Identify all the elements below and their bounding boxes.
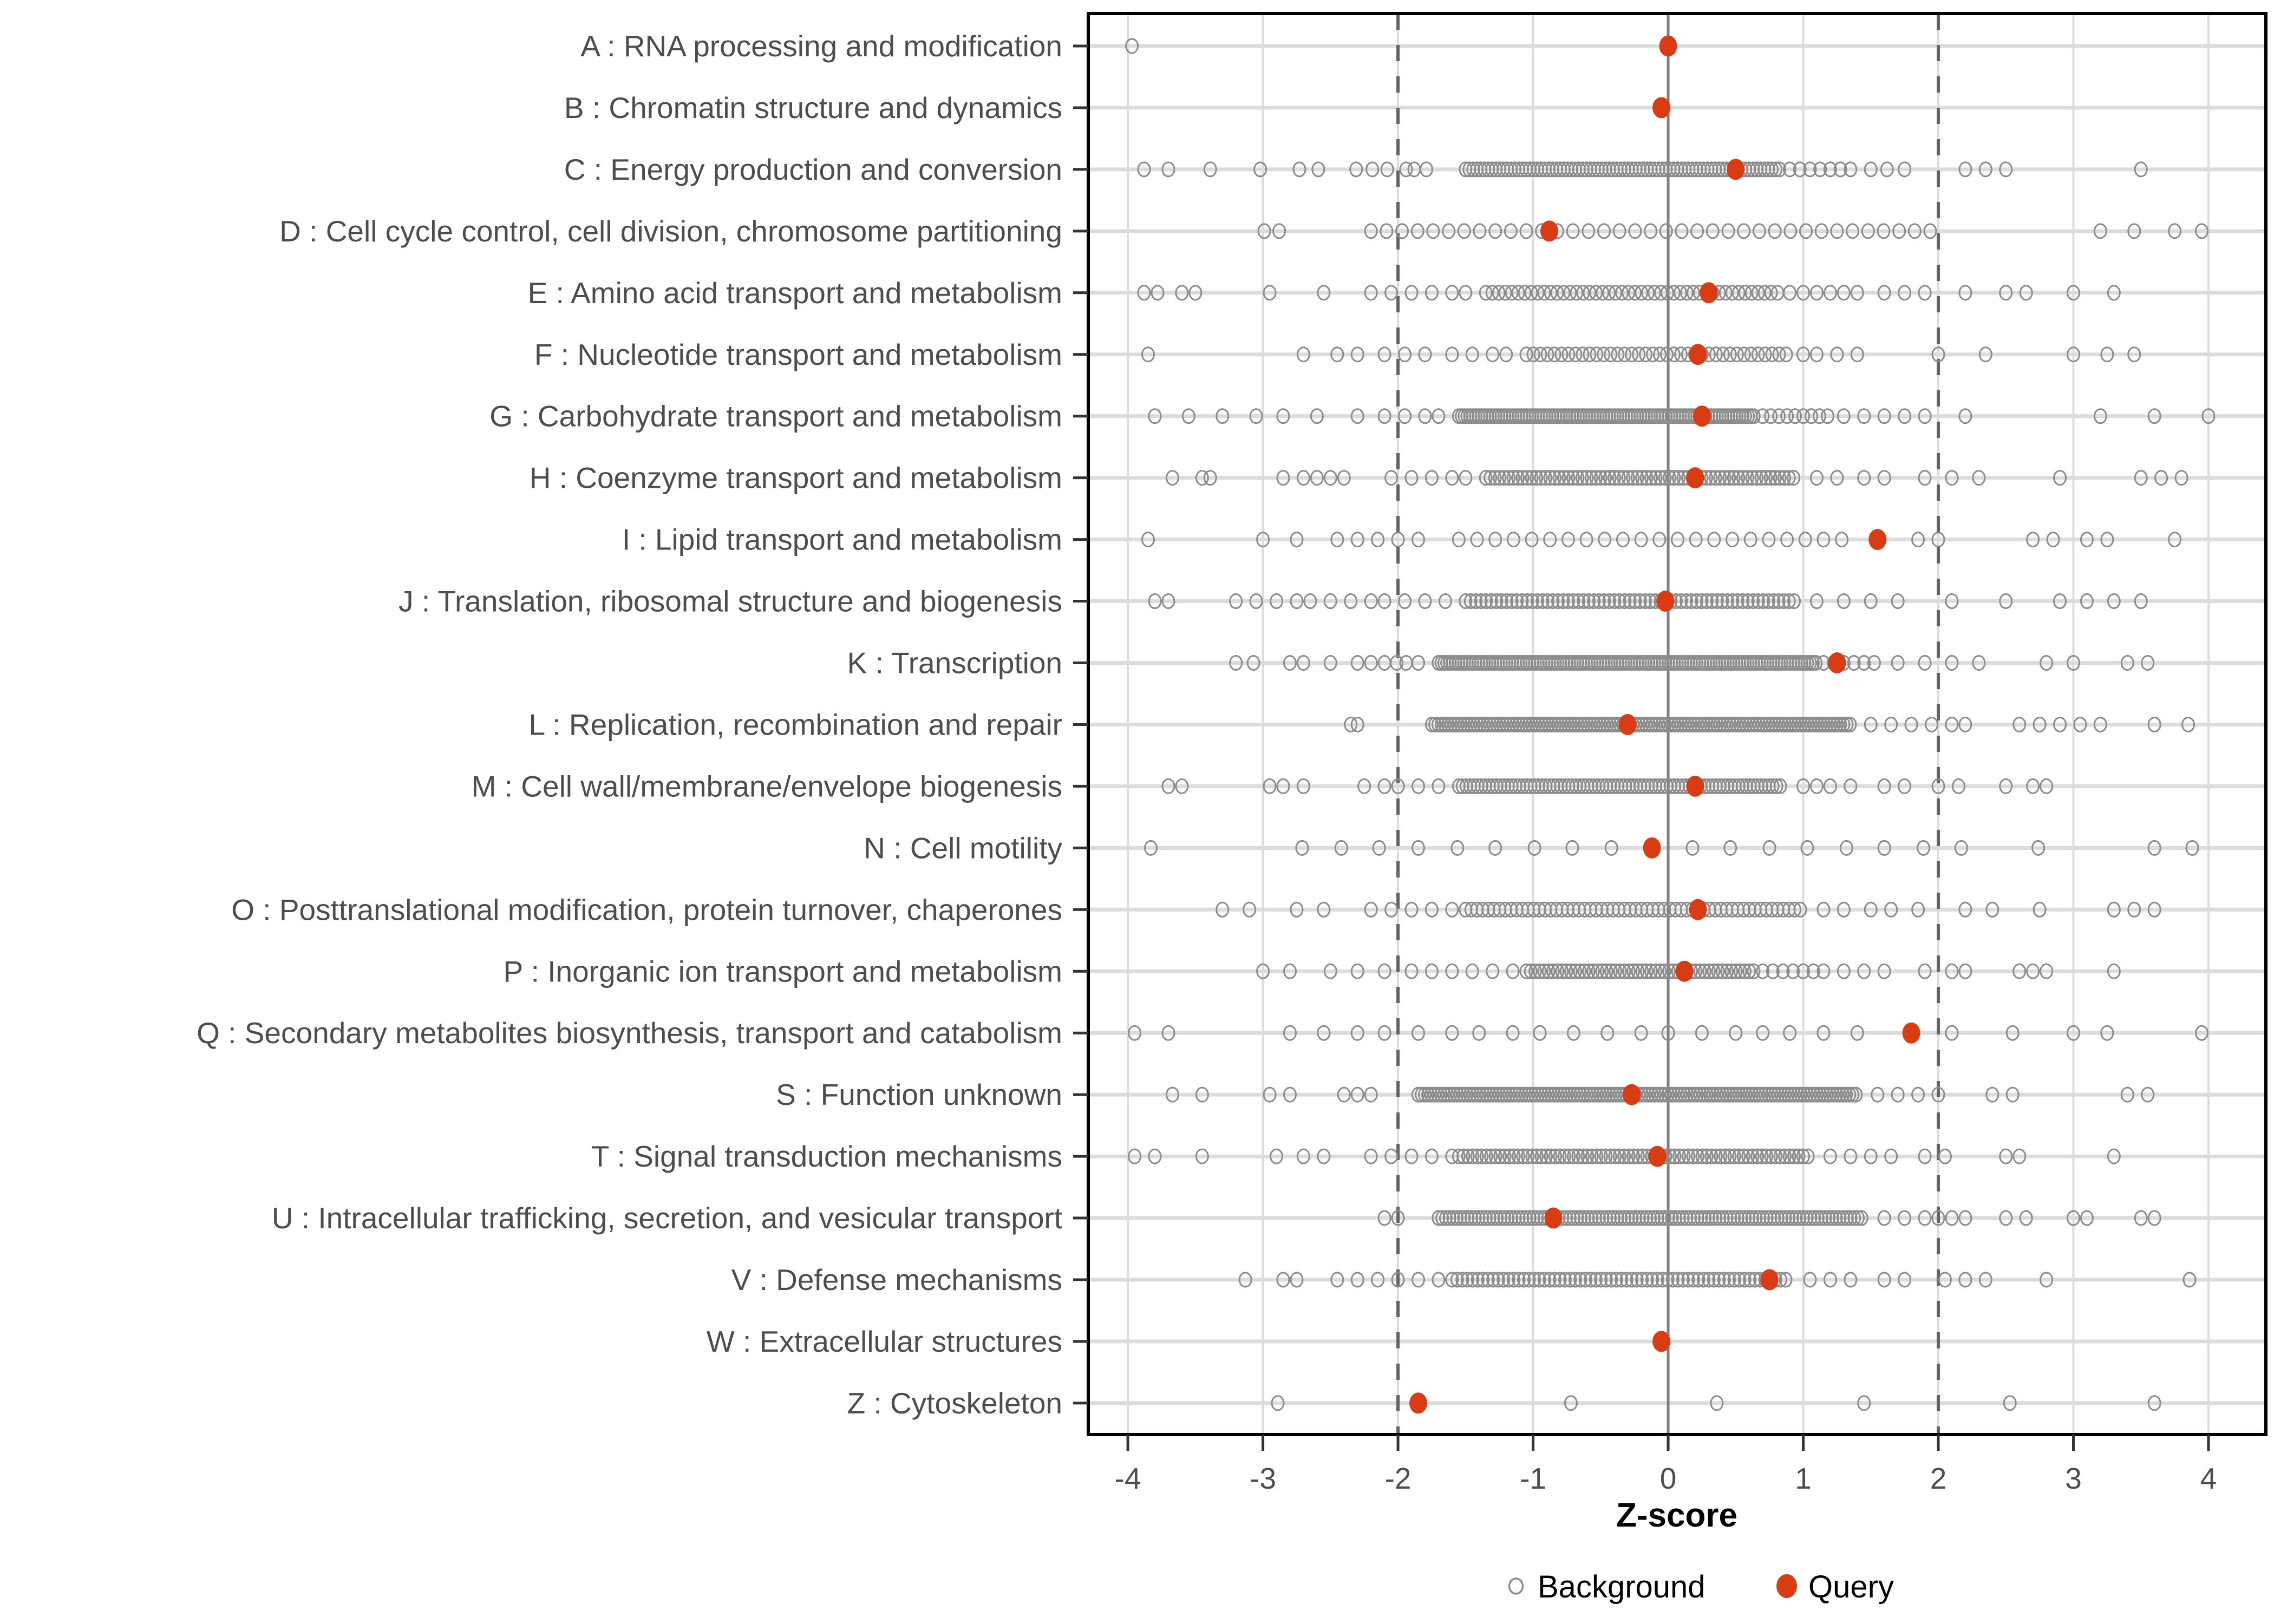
- category-label: O : Posttranslational modification, protein turnover, chaperones: [231, 893, 1062, 927]
- query-point: [1540, 220, 1558, 241]
- query-point: [1761, 1269, 1779, 1291]
- category-label: I : Lipid transport and metabolism: [622, 522, 1062, 556]
- category-label: F : Nucleotide transport and metabolism: [534, 337, 1062, 371]
- category-label: W : Extracellular structures: [706, 1324, 1062, 1358]
- query-point: [1689, 344, 1707, 365]
- category-label: C : Energy production and conversion: [564, 152, 1062, 186]
- query-point: [1619, 714, 1637, 735]
- legend-background-label: Background: [1538, 1569, 1706, 1605]
- x-tick-label: -1: [1520, 1462, 1547, 1495]
- category-label: H : Coenzyme transport and metabolism: [529, 461, 1062, 495]
- query-point: [1544, 1208, 1562, 1229]
- x-axis-ticks: [1128, 1435, 2208, 1451]
- category-label: D : Cell cycle control, cell division, chromosome partitioning: [279, 214, 1062, 248]
- query-point: [1409, 1392, 1427, 1413]
- category-label: Q : Secondary metabolites biosynthesis, transport and catabolism: [197, 1016, 1062, 1050]
- category-label: V : Defense mechanisms: [731, 1263, 1062, 1296]
- legend-background-icon: [1510, 1579, 1523, 1594]
- query-point: [1727, 159, 1744, 180]
- query-point: [1700, 282, 1717, 303]
- query-point: [1686, 467, 1704, 488]
- category-label: M : Cell wall/membrane/envelope biogenesis: [471, 769, 1062, 803]
- query-point: [1643, 837, 1661, 859]
- x-tick-label: -2: [1384, 1462, 1412, 1495]
- x-tick-label: -4: [1114, 1462, 1141, 1495]
- category-label: U : Intracellular trafficking, secretion, and vesicular transport: [271, 1201, 1062, 1235]
- query-point: [1689, 899, 1707, 920]
- category-label: P : Inorganic ion transport and metabolism: [503, 954, 1062, 988]
- x-tick-label: 2: [1930, 1462, 1947, 1495]
- category-labels: [197, 29, 1062, 1420]
- query-point: [1623, 1084, 1641, 1105]
- x-tick-label: 3: [2065, 1462, 2082, 1495]
- query-point: [1868, 529, 1886, 550]
- category-label: G : Carbohydrate transport and metabolism: [489, 399, 1062, 433]
- legend-query-icon: [1776, 1574, 1797, 1598]
- legend-query-label: Query: [1808, 1569, 1894, 1605]
- category-label: E : Amino acid transport and metabolism: [527, 276, 1062, 310]
- category-label: B : Chromatin structure and dynamics: [564, 90, 1062, 125]
- y-axis-ticks: [1073, 46, 1088, 1403]
- legend: [1510, 1569, 1894, 1605]
- category-label: T : Signal transduction mechanisms: [591, 1140, 1062, 1174]
- query-point: [1828, 652, 1846, 673]
- category-label: L : Replication, recombination and repair: [528, 708, 1062, 742]
- category-label: Z : Cytoskeleton: [847, 1386, 1062, 1420]
- category-label: K : Transcription: [847, 646, 1062, 680]
- x-tick-label: -3: [1250, 1462, 1277, 1495]
- category-label: N : Cell motility: [864, 831, 1062, 865]
- query-point: [1903, 1023, 1920, 1044]
- x-axis-tick-labels: [1115, 1462, 2217, 1495]
- x-tick-label: 0: [1659, 1462, 1677, 1495]
- query-point: [1649, 1146, 1667, 1167]
- query-point: [1659, 36, 1677, 57]
- query-point: [1686, 776, 1704, 797]
- x-axis-title: Z-score: [1616, 1497, 1737, 1534]
- query-point: [1657, 591, 1675, 612]
- query-point: [1652, 1331, 1670, 1352]
- query-point: [1652, 97, 1670, 118]
- category-label: S : Function unknown: [776, 1078, 1062, 1112]
- query-point: [1675, 961, 1693, 982]
- category-label: A : RNA processing and modification: [580, 29, 1062, 63]
- x-tick-label: 4: [2200, 1462, 2217, 1495]
- category-label: J : Translation, ribosomal structure and biogenesis: [398, 584, 1062, 618]
- x-tick-label: 1: [1795, 1462, 1812, 1495]
- query-point: [1693, 405, 1711, 427]
